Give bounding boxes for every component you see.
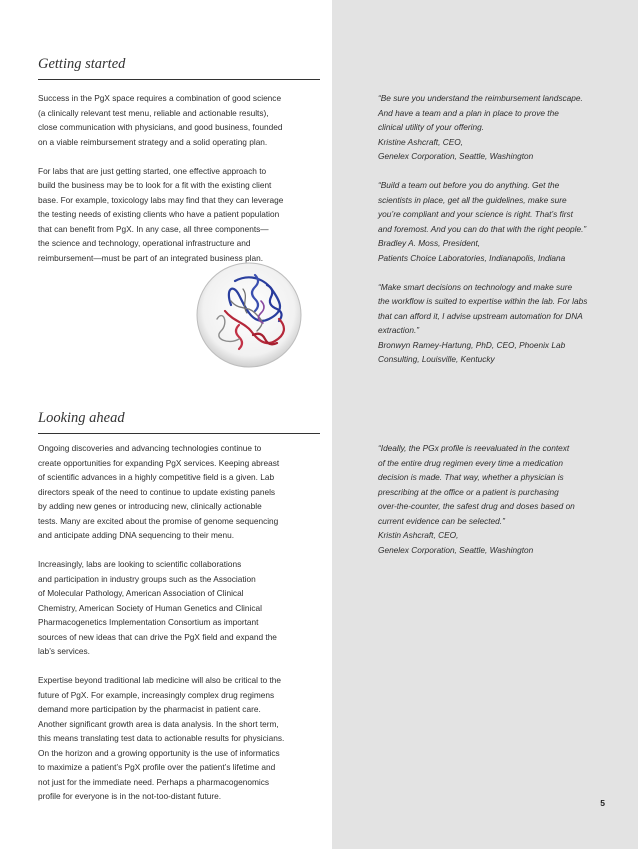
quote-block — [378, 280, 618, 367]
text-line: the science and technology, operational infrastructure and — [38, 238, 251, 248]
quote-attribution: Kristin Ashcraft, CEO, — [378, 530, 459, 540]
text-line: tests. Many are excited about the promise of genome sequencing — [38, 515, 279, 526]
page-number: 5 — [600, 798, 605, 808]
text-line: close communication with physicians, and good business, founded — [38, 122, 283, 132]
text-line: this means translating test data to actionable results for physicians. — [38, 733, 285, 743]
paragraph — [38, 441, 328, 543]
text-line: of scientific advances in a highly competitive field is a given. Lab — [38, 472, 275, 482]
quote-line: current evidence can be selected.” — [378, 515, 505, 526]
text-line: profile for everyone is in the not-too-distant future. — [38, 791, 222, 801]
quote-attribution: Consulting, Louisville, Kentucky — [378, 354, 495, 364]
quote-line: the workflow is suited to expertise within the lab. For labs — [378, 296, 588, 306]
text-line: build the business may be to look for a fit with the existing client — [38, 180, 272, 190]
quote-line: “Be sure you understand the reimbursement landscape. — [378, 93, 583, 103]
quote-line: decision is made. That way, whether a physician is — [378, 472, 564, 482]
text-line: to maximize a patient’s PgX profile over the patient’s lifetime and — [38, 762, 276, 772]
quote-block — [378, 178, 618, 265]
quote-line: over-the-counter, the safest drug and doses based on — [378, 501, 575, 511]
text-line: Ongoing discoveries and advancing technologies continue to — [38, 443, 262, 453]
paragraph — [38, 673, 328, 804]
text-line: sources of new ideas that can drive the PgX field and expand the — [38, 631, 277, 642]
text-line: base. For example, toxicology labs may find that they can leverage — [38, 194, 284, 205]
section-heading-getting-started: Getting started — [38, 56, 126, 72]
section-body-getting-started — [38, 91, 328, 280]
paragraph — [38, 557, 328, 659]
quote-attribution: Patients Choice Laboratories, Indianapolis, Indiana — [378, 252, 566, 263]
protein-structure-icon — [195, 261, 303, 369]
quote-line: “Make smart decisions on technology and make sure — [378, 281, 573, 292]
text-line: reimbursement—must be part of an integrated business plan. — [38, 252, 264, 263]
text-line: Increasingly, labs are looking to scientific collaborations — [38, 559, 242, 569]
quote-line: scientists in place, get all the guidelines, make sure — [378, 194, 567, 205]
quote-line: you’re compliant and your science is right. That’s first — [378, 209, 573, 219]
paragraph — [38, 164, 328, 266]
quote-line: extraction.” — [378, 325, 420, 335]
quote-line: and foremost. And you can do that with the right people.” — [378, 223, 587, 234]
quote-column-top — [378, 91, 618, 381]
quote-attribution: Bradley A. Moss, President, — [378, 238, 481, 248]
text-line: directors speak of the need to continue to update existing panels — [38, 486, 276, 497]
quote-line: “Ideally, the PGx profile is reevaluated in the context — [378, 443, 570, 453]
text-line: and participation in industry groups such as the Association — [38, 573, 256, 584]
quote-attribution: Genelex Corporation, Seattle, Washington — [378, 151, 534, 161]
text-line: on a viable reimbursement strategy and a solid operating plan. — [38, 136, 268, 147]
quote-block — [378, 441, 618, 557]
text-line: that can benefit from PgX. In any case, all three components— — [38, 223, 269, 234]
text-line: Chemistry, American Society of Human Genetics and Clinical — [38, 602, 262, 613]
text-line: Pharmacogenetics Implementation Consortium as important — [38, 617, 259, 627]
quote-line: “Build a team out before you do anything. Get the — [378, 180, 560, 190]
quote-line: prescribing at the office or a patient is purchasing — [378, 486, 559, 497]
text-line: Success in the PgX space requires a combination of good science — [38, 93, 282, 103]
section-heading-looking-ahead: Looking ahead — [38, 410, 125, 426]
text-line: of Molecular Pathology, American Association of Clinical — [38, 588, 244, 598]
text-line: lab’s services. — [38, 646, 90, 656]
text-line: the testing needs of existing clients who have a patient population — [38, 209, 280, 219]
quote-attribution: Genelex Corporation, Seattle, Washington — [378, 544, 534, 555]
quote-line: that can afford it, I advise upstream automation for DNA — [378, 310, 583, 321]
text-line: by adding new genes or introducing new, clinically actionable — [38, 501, 262, 511]
text-line: create opportunities for expanding PgX services. Keeping abreast — [38, 457, 280, 468]
text-line: On the horizon and a growing opportunity is the use of informatics — [38, 747, 280, 758]
section-divider — [38, 79, 320, 80]
text-line: future of PgX. For example, increasingly complex drug regimens — [38, 689, 275, 700]
section-divider — [38, 433, 320, 434]
quote-line: clinical utility of your offering. — [378, 122, 485, 132]
quote-column-bottom — [378, 441, 618, 572]
quote-line: And have a team and a plan in place to prove the — [378, 107, 559, 118]
quote-attribution: Kristine Ashcraft, CEO, — [378, 136, 463, 147]
text-line: and anticipate adding DNA sequencing to their menu. — [38, 530, 235, 540]
text-line: (a clinically relevant test menu, reliable and actionable results), — [38, 107, 269, 118]
quote-block — [378, 91, 618, 164]
text-line: Another significant growth area is data analysis. In the short term, — [38, 718, 279, 729]
text-line: For labs that are just getting started, one effective approach to — [38, 165, 267, 176]
text-line: not just for the immediate need. Perhaps a pharmacogenomics — [38, 776, 270, 787]
text-line: Expertise beyond traditional lab medicine will also be critical to the — [38, 675, 282, 685]
paragraph — [38, 91, 328, 149]
section-body-looking-ahead — [38, 441, 328, 818]
text-line: demand more participation by the pharmacist in patient care. — [38, 704, 261, 714]
quote-line: of the entire drug regimen every time a medication — [378, 457, 563, 468]
quote-attribution: Bronwyn Ramey-Hartung, PhD, CEO, Phoenix Lab — [378, 339, 566, 350]
